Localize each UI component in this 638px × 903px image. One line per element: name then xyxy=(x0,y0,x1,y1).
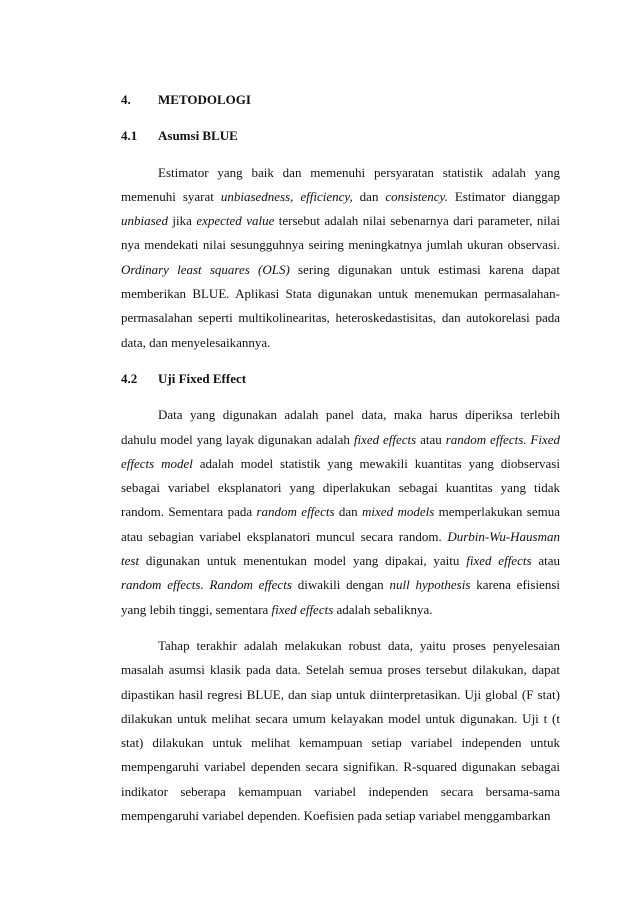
italic-text-run: unbiasedness, efficiency, xyxy=(220,188,353,204)
text-run: memperlakukan semua atau sebagian variabel eksplanatori muncul secara random. xyxy=(121,504,560,544)
text-run: atau xyxy=(531,553,560,569)
section-heading-4-1 xyxy=(121,124,560,148)
section-number: 4. xyxy=(121,92,131,107)
italic-text-run: unbiased xyxy=(121,213,168,229)
text-run: adalah model statistik yang mewakili kuantitas yang diobservasi sebagai variabel eksplanatori yang diperlakukan sebagai kuantitas yang tidak random. Sementara pada xyxy=(121,455,560,520)
paragraph-robust-data xyxy=(121,634,560,828)
text-run: tersebut adalah nilai sebenarnya dari parameter, nilai nya mendekati nilai sesungguhnya seiring meningkatnya jumlah ukuran observasi. xyxy=(121,213,561,253)
paragraph-uji-fixed-effect xyxy=(121,403,560,622)
italic-text-run: fixed effects xyxy=(353,431,417,447)
text-run: atau xyxy=(416,431,446,447)
text-run: Tahap terakhir adalah melakukan robust data, yaitu proses penyelesaian masalah asumsi klasik pada data. Setelah semua proses tersebut dilakukan, dapat dipastikan hasil regresi BLUE, dan siap untuk diinterpretasikan. Uji global (F stat) dilakukan untuk melihat secara umum kelayakan model untuk digunakan. Uji t (t stat) dilakukan untuk melihat kemampuan setiap variabel independen untuk mempengaruhi variabel dependen secara signifikan. R-squared digunakan sebagai indikator seberapa kemampuan variabel independen secara bersama-sama mempengaruhi variabel dependen. Koefisien pada setiap variabel menggambarkan xyxy=(121,637,560,824)
text-run: diwakili dengan xyxy=(291,577,390,593)
text-run: jika xyxy=(167,213,197,229)
section-heading-4-2 xyxy=(121,367,560,391)
text-run: Estimator dianggap xyxy=(447,188,560,204)
italic-text-run: consistency. xyxy=(385,188,448,204)
section-heading-4 xyxy=(121,88,560,112)
section-title: Asumsi BLUE xyxy=(158,128,238,144)
text-run: sering digunakan untuk estimasi karena dapat memberikan BLUE. Aplikasi Stata digunakan untuk menemukan permasalahan-permasalahan seperti multikolinearitas, heteroskedastisitas, dan autokorelasi pada data, dan menyelesaikannya. xyxy=(121,261,560,350)
section-title: Uji Fixed Effect xyxy=(158,370,247,386)
italic-text-run: random effects. Random effects xyxy=(121,577,292,593)
italic-text-run: expected value xyxy=(196,213,275,229)
text-run: dan xyxy=(352,188,386,204)
text-run: Data yang digunakan adalah panel data, maka harus diperiksa terlebih dahulu model yang layak digunakan adalah xyxy=(121,407,560,447)
document-body xyxy=(121,88,560,840)
text-run: digunakan untuk menentukan model yang dipakai, yaitu xyxy=(139,553,467,569)
italic-text-run: fixed effects xyxy=(271,601,334,617)
italic-text-run: Ordinary least squares (OLS) xyxy=(121,261,290,277)
text-run: adalah sebaliknya. xyxy=(333,601,433,617)
text-run: Estimator yang baik dan memenuhi persyaratan statistik adalah yang memenuhi syarat xyxy=(121,164,560,204)
section-title: METODOLOGI xyxy=(158,92,251,107)
text-run: dan xyxy=(334,504,363,520)
italic-text-run: Durbin-Wu-Hausman test xyxy=(121,528,560,569)
italic-text-run: random effects. Fixed effects model xyxy=(121,431,561,471)
italic-text-run: fixed effects xyxy=(466,553,532,569)
italic-text-run: null hypothesis xyxy=(389,577,471,593)
text-run: karena efisiensi yang lebih tinggi, sementara xyxy=(121,577,560,617)
italic-text-run: random effects xyxy=(256,504,335,520)
paragraph-asumsi-blue xyxy=(121,161,560,355)
section-number: 4.1 xyxy=(121,128,138,144)
italic-text-run: mixed models xyxy=(362,504,435,520)
section-number: 4.2 xyxy=(121,370,138,386)
